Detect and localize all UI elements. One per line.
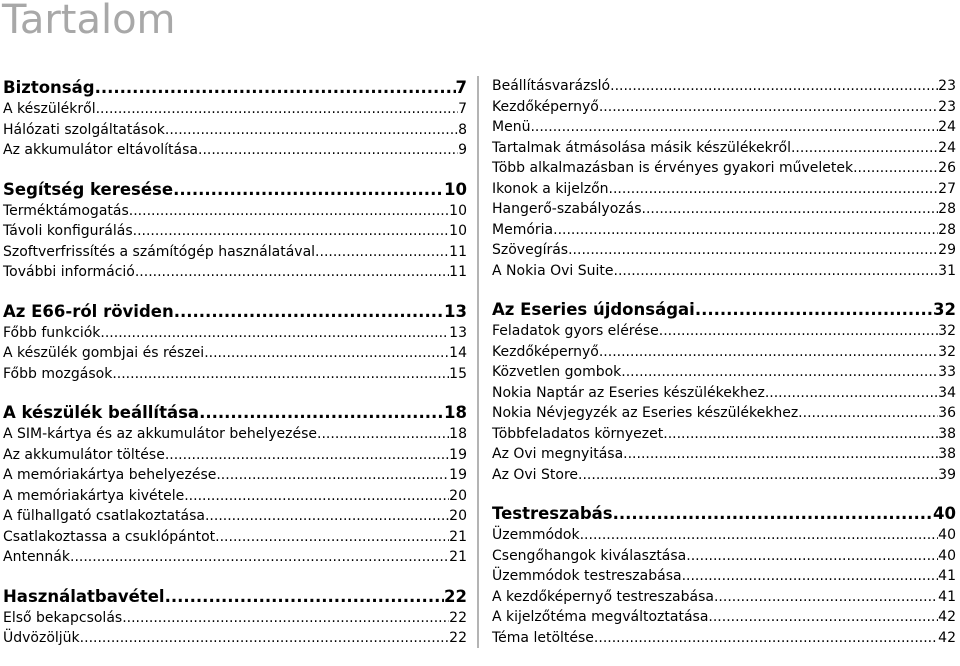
entry-page-number: 8 bbox=[458, 121, 467, 138]
entry-page-number: 13 bbox=[449, 324, 467, 341]
entry-page-number: 22 bbox=[449, 609, 467, 626]
dot-leader bbox=[174, 300, 444, 323]
toc-entry[interactable] bbox=[3, 343, 467, 364]
entry-page-number: 28 bbox=[938, 201, 956, 217]
toc-section bbox=[492, 76, 956, 281]
dot-leader bbox=[112, 364, 449, 385]
entry-label: Terméktámogatás bbox=[3, 202, 129, 219]
entry-page-number: 21 bbox=[449, 549, 467, 565]
toc-entry[interactable] bbox=[492, 444, 956, 465]
entry-page-number: 10 bbox=[449, 202, 467, 219]
dot-leader bbox=[205, 506, 449, 527]
dot-leader bbox=[129, 201, 449, 222]
toc-entry[interactable] bbox=[492, 465, 956, 486]
entry-page-number: 32 bbox=[938, 323, 956, 339]
entry-page-number: 26 bbox=[938, 160, 956, 176]
entry-page-number: 29 bbox=[938, 242, 956, 258]
entry-label: Több alkalmazásban is érvényes gyakori műveletek bbox=[492, 160, 854, 176]
entry-label: A készülék gombjai és részei bbox=[3, 345, 205, 361]
toc-entry[interactable] bbox=[492, 525, 956, 546]
toc-entry[interactable] bbox=[492, 97, 956, 118]
entry-label: Tartalmak átmásolása másik készülékekről bbox=[492, 139, 791, 156]
toc-entry[interactable] bbox=[3, 242, 467, 263]
dot-leader bbox=[714, 587, 938, 608]
entry-label: Főbb mozgások bbox=[3, 365, 113, 382]
entry-page-number: 27 bbox=[938, 180, 956, 197]
toc-section-heading[interactable] bbox=[3, 76, 467, 99]
entry-page-number: 23 bbox=[938, 78, 956, 94]
entry-page-number: 42 bbox=[938, 609, 956, 625]
toc-section bbox=[3, 300, 467, 385]
toc-section bbox=[3, 178, 467, 283]
toc-entry[interactable] bbox=[492, 587, 956, 608]
entry-label: Szoftverfrissítés a számítógép használatával bbox=[3, 243, 316, 260]
entry-label: Főbb funkciók bbox=[3, 324, 101, 341]
entry-page-number: 32 bbox=[938, 343, 956, 360]
entry-label: Szövegírás bbox=[492, 242, 569, 258]
toc-entry[interactable] bbox=[492, 321, 956, 342]
dot-leader bbox=[530, 117, 938, 138]
toc-entry[interactable] bbox=[492, 362, 956, 383]
dot-leader bbox=[165, 120, 458, 141]
entry-label: Antennák bbox=[3, 549, 70, 565]
toc-entry[interactable] bbox=[492, 403, 956, 424]
toc-section bbox=[3, 585, 467, 649]
toc-entry[interactable] bbox=[492, 179, 956, 200]
dot-leader bbox=[614, 261, 939, 282]
toc-entry[interactable] bbox=[3, 527, 467, 548]
entry-label: Hálózati szolgáltatások bbox=[3, 121, 165, 138]
entry-label: Többfeladatos környezet bbox=[492, 425, 664, 442]
dot-leader bbox=[599, 342, 938, 363]
entry-label: A memóriakártya behelyezése bbox=[3, 467, 217, 483]
toc-section bbox=[492, 298, 956, 485]
entry-page-number: 15 bbox=[449, 365, 467, 382]
entry-label: A memóriakártya kivétele bbox=[3, 487, 185, 504]
toc-entry[interactable] bbox=[3, 140, 467, 161]
entry-label: Csengőhangok kiválasztása bbox=[492, 547, 687, 564]
dot-leader bbox=[199, 401, 444, 424]
entry-label: Az akkumulátor töltése bbox=[3, 446, 165, 463]
toc-section bbox=[3, 76, 467, 161]
toc-section bbox=[492, 502, 956, 648]
page-title: Tartalom bbox=[2, 0, 176, 43]
toc-entry[interactable] bbox=[3, 221, 467, 242]
dot-leader bbox=[95, 76, 456, 99]
section-page-number: 13 bbox=[444, 301, 467, 321]
toc-entry[interactable] bbox=[3, 262, 467, 283]
dot-leader bbox=[686, 546, 938, 567]
entry-page-number: 11 bbox=[449, 243, 467, 260]
entry-page-number: 11 bbox=[449, 264, 467, 280]
entry-page-number: 23 bbox=[938, 98, 956, 115]
entry-label: Feladatok gyors elérése bbox=[492, 323, 659, 339]
section-page-number: 7 bbox=[455, 78, 467, 97]
toc-section-heading[interactable] bbox=[3, 585, 467, 608]
entry-label: További információ bbox=[3, 264, 135, 280]
toc-entry[interactable] bbox=[492, 76, 956, 97]
entry-label: Az akkumulátor eltávolítása bbox=[3, 142, 198, 158]
dot-leader bbox=[553, 220, 938, 241]
dot-leader bbox=[135, 262, 449, 283]
toc-entry[interactable] bbox=[492, 138, 956, 159]
section-heading-label: Használatbavétel bbox=[3, 586, 165, 606]
section-heading-label: Testreszabás bbox=[492, 504, 613, 523]
entry-page-number: 33 bbox=[938, 364, 956, 380]
entry-label: Üdvözöljük bbox=[3, 630, 80, 646]
dot-leader bbox=[594, 628, 938, 649]
entry-label: Üzemmódok testreszabása bbox=[492, 568, 682, 584]
toc-entry[interactable] bbox=[3, 608, 467, 629]
entry-page-number: 20 bbox=[449, 508, 467, 524]
entry-label: Beállításvarázsló bbox=[492, 78, 611, 94]
toc-entry[interactable] bbox=[492, 383, 956, 404]
dot-leader bbox=[798, 403, 938, 424]
dot-leader bbox=[663, 424, 938, 445]
dot-leader bbox=[623, 444, 938, 465]
section-heading-label: A készülék beállítása bbox=[3, 403, 200, 422]
entry-page-number: 39 bbox=[938, 466, 956, 483]
section-page-number: 18 bbox=[444, 403, 467, 422]
toc-entry[interactable] bbox=[3, 628, 467, 649]
dot-leader bbox=[317, 424, 449, 445]
dot-leader bbox=[133, 221, 450, 242]
toc-entry[interactable] bbox=[3, 445, 467, 466]
entry-label: Nokia Névjegyzék az Eseries készülékekhez bbox=[492, 405, 799, 421]
dot-leader bbox=[315, 242, 449, 263]
toc-entry[interactable] bbox=[3, 486, 467, 507]
toc-entry[interactable] bbox=[492, 607, 956, 628]
entry-page-number: 21 bbox=[449, 528, 467, 545]
entry-label: Nokia Naptár az Eseries készülékekhez bbox=[492, 384, 765, 401]
entry-label: Menü bbox=[492, 119, 531, 135]
entry-label: Üzemmódok bbox=[492, 527, 580, 543]
entry-page-number: 9 bbox=[458, 142, 467, 158]
toc-entry[interactable] bbox=[492, 220, 956, 241]
toc-entry[interactable] bbox=[492, 546, 956, 567]
dot-leader bbox=[578, 465, 938, 486]
entry-page-number: 40 bbox=[938, 547, 956, 564]
dot-leader bbox=[204, 343, 449, 364]
entry-label: Memória bbox=[492, 221, 554, 238]
entry-page-number: 18 bbox=[449, 426, 467, 442]
dot-leader bbox=[765, 383, 938, 404]
entry-page-number: 41 bbox=[938, 588, 956, 605]
dot-leader bbox=[198, 140, 458, 161]
toc-entry[interactable] bbox=[492, 424, 956, 445]
dot-leader bbox=[609, 179, 939, 200]
toc-entry[interactable] bbox=[492, 342, 956, 363]
entry-page-number: 10 bbox=[449, 223, 467, 239]
entry-page-number: 19 bbox=[449, 446, 467, 463]
entry-page-number: 38 bbox=[938, 446, 956, 462]
entry-page-number: 14 bbox=[449, 345, 467, 361]
entry-label: Hangerő-szabályozás bbox=[492, 201, 642, 217]
dot-leader bbox=[80, 628, 450, 649]
toc-section-heading[interactable] bbox=[492, 298, 956, 321]
toc-entry[interactable] bbox=[492, 240, 956, 261]
dot-leader bbox=[580, 525, 939, 546]
dot-leader bbox=[70, 547, 449, 568]
dot-leader bbox=[791, 138, 938, 159]
entry-label: Kezdőképernyő bbox=[492, 343, 599, 360]
toc-section bbox=[3, 401, 467, 568]
entry-page-number: 22 bbox=[449, 630, 467, 646]
entry-page-number: 24 bbox=[938, 119, 956, 135]
toc-entry[interactable] bbox=[3, 201, 467, 222]
section-heading-label: Az E66-ról röviden bbox=[3, 301, 174, 321]
toc-entry[interactable] bbox=[492, 199, 956, 220]
toc-section-heading[interactable] bbox=[3, 401, 467, 424]
dot-leader bbox=[708, 607, 938, 628]
entry-page-number: 42 bbox=[938, 629, 956, 646]
section-page-number: 40 bbox=[933, 504, 956, 523]
dot-leader bbox=[610, 76, 938, 97]
dot-leader bbox=[853, 158, 938, 179]
entry-page-number: 36 bbox=[938, 405, 956, 421]
section-heading-label: Az Eseries újdonságai bbox=[492, 300, 695, 319]
toc-right-column bbox=[492, 76, 956, 665]
dot-leader bbox=[568, 240, 938, 261]
dot-leader bbox=[682, 566, 939, 587]
toc-entry[interactable] bbox=[492, 261, 956, 282]
toc-entry[interactable] bbox=[3, 120, 467, 141]
entry-label: A fülhallgató csatlakoztatása bbox=[3, 508, 205, 524]
column-divider bbox=[477, 76, 479, 648]
section-page-number: 32 bbox=[933, 300, 956, 319]
entry-label: A készülékről bbox=[3, 101, 96, 117]
toc-entry[interactable] bbox=[3, 323, 467, 344]
toc-entry[interactable] bbox=[492, 628, 956, 649]
section-page-number: 10 bbox=[444, 179, 467, 199]
dot-leader bbox=[165, 585, 444, 608]
section-heading-label: Biztonság bbox=[3, 78, 95, 97]
toc-entry[interactable] bbox=[492, 158, 956, 179]
toc-entry[interactable] bbox=[3, 424, 467, 445]
dot-leader bbox=[695, 298, 933, 321]
entry-page-number: 7 bbox=[458, 101, 467, 117]
entry-page-number: 31 bbox=[938, 262, 956, 279]
entry-label: A Nokia Ovi Suite bbox=[492, 262, 614, 279]
entry-label: A kezdőképernyő testreszabása bbox=[492, 588, 714, 605]
toc-entry[interactable] bbox=[3, 506, 467, 527]
entry-label: Távoli konfigurálás bbox=[3, 223, 133, 239]
toc-section-heading[interactable] bbox=[3, 178, 467, 201]
entry-page-number: 28 bbox=[938, 221, 956, 238]
entry-label: Az Ovi megnyitása bbox=[492, 446, 624, 462]
toc-entry[interactable] bbox=[3, 99, 467, 120]
entry-label: Az Ovi Store bbox=[492, 466, 579, 483]
entry-label: Téma letöltése bbox=[492, 629, 594, 646]
dot-leader bbox=[599, 97, 938, 118]
toc-entry[interactable] bbox=[492, 566, 956, 587]
dot-leader bbox=[122, 608, 449, 629]
entry-label: Közvetlen gombok bbox=[492, 364, 622, 380]
entry-label: Csatlakoztassa a csuklópántot bbox=[3, 528, 216, 545]
dot-leader bbox=[173, 178, 444, 201]
dot-leader bbox=[613, 502, 933, 525]
toc-section-heading[interactable] bbox=[3, 300, 467, 323]
toc-entry[interactable] bbox=[492, 117, 956, 138]
section-page-number: 22 bbox=[444, 586, 467, 606]
toc-section-heading[interactable] bbox=[492, 502, 956, 525]
entry-page-number: 34 bbox=[938, 384, 956, 401]
dot-leader bbox=[621, 362, 938, 383]
entry-label: Első bekapcsolás bbox=[3, 609, 123, 626]
dot-leader bbox=[100, 323, 449, 344]
entry-page-number: 40 bbox=[938, 527, 956, 543]
toc-entry[interactable] bbox=[3, 547, 467, 568]
dot-leader bbox=[659, 321, 938, 342]
entry-page-number: 19 bbox=[449, 467, 467, 483]
toc-left-column bbox=[3, 76, 467, 666]
dot-leader bbox=[96, 99, 458, 120]
dot-leader bbox=[642, 199, 939, 220]
dot-leader bbox=[184, 486, 449, 507]
entry-label: A kijelzőtéma megváltoztatása bbox=[492, 609, 709, 625]
entry-label: Ikonok a kijelzőn bbox=[492, 180, 609, 197]
dot-leader bbox=[216, 465, 449, 486]
entry-page-number: 41 bbox=[938, 568, 956, 584]
entry-page-number: 20 bbox=[449, 487, 467, 504]
section-heading-label: Segítség keresése bbox=[3, 179, 174, 199]
dot-leader bbox=[215, 527, 449, 548]
entry-page-number: 24 bbox=[938, 139, 956, 156]
entry-label: Kezdőképernyő bbox=[492, 98, 599, 115]
toc-entry[interactable] bbox=[3, 465, 467, 486]
toc-entry[interactable] bbox=[3, 364, 467, 385]
dot-leader bbox=[165, 445, 449, 466]
entry-label: A SIM-kártya és az akkumulátor behelyezése bbox=[3, 426, 318, 442]
entry-page-number: 38 bbox=[938, 425, 956, 442]
